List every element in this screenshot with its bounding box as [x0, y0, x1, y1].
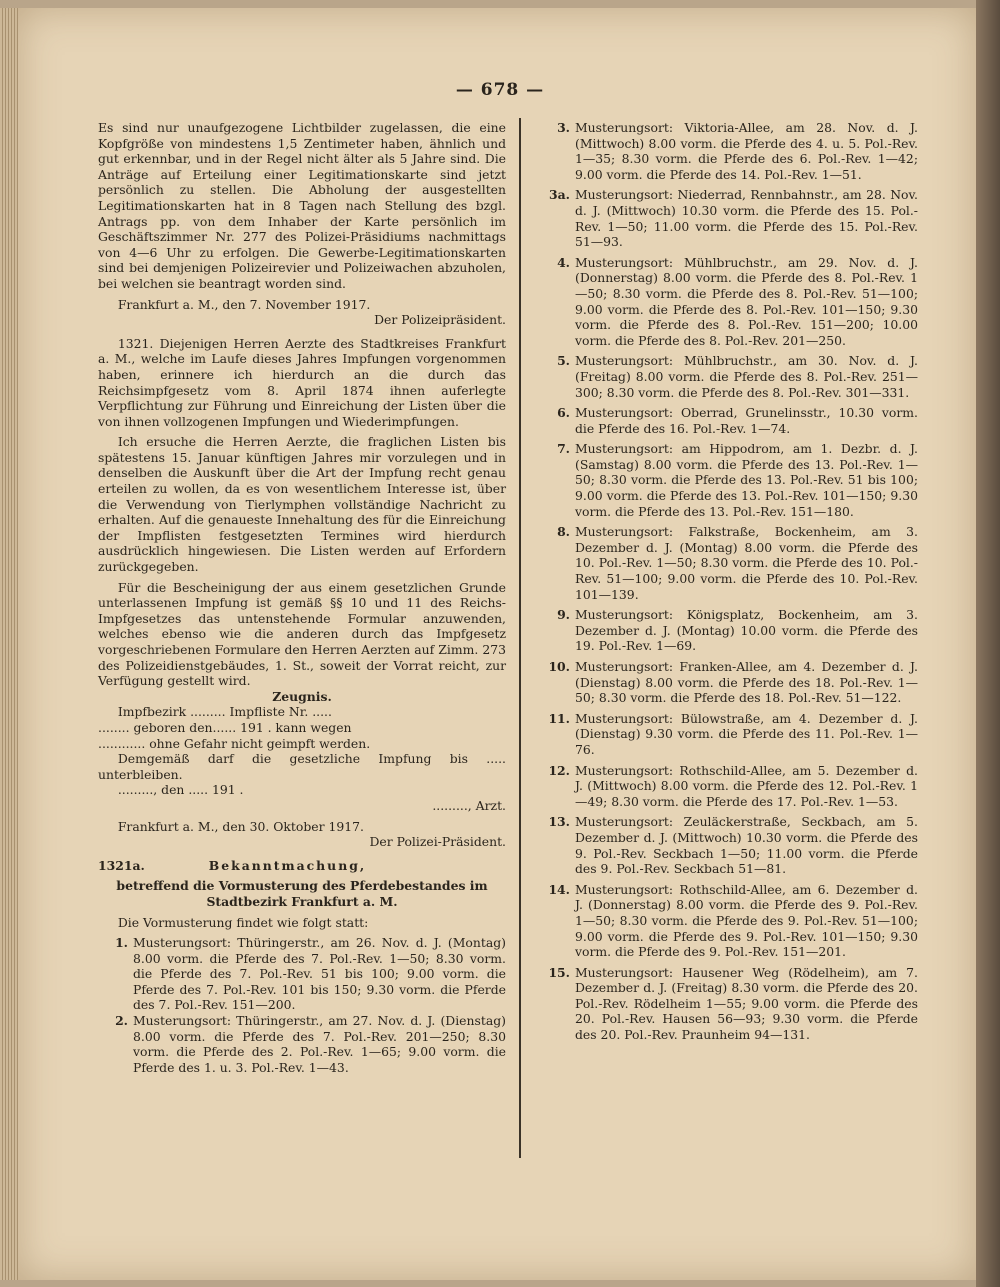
form-line-3: ............ ohne Gefahr nicht geimpft werden.	[98, 735, 371, 751]
item-text: Musterungsort: Niederrad, Rennbahnstr., am 28. Nov. d. J. (Mittwoch) 10.30 vorm. die Pferde des 15. Pol.-Rev. 1—50; 11.00 vorm. die Pferde des 15. Pol.-Rev. 51—93.	[575, 187, 918, 250]
page-number: — 678 —	[455, 80, 545, 100]
list-item	[540, 763, 918, 810]
item-text: Musterungsort: Rothschild-Allee, am 5. Dezember d. J. (Mittwoch) 8.00 vorm. die Pferde des 12. Pol.-Rev. 1—49; 8.30 vorm. die Pferde des 17. Pol.-Rev. 1—53.	[575, 762, 918, 809]
item-number: 3a.	[549, 187, 570, 203]
item-number: 9.	[557, 607, 570, 623]
item-text: Musterungsort: Thüringerstr., am 27. Nov. d. J. (Dienstag) 8.00 vorm. die Pferde des 7. Pol.-Rev. 201—250; 8.30 vorm. die Pferde des 2. Pol.-Rev. 1—65; 9.00 vorm. die Pferde des 1. u. 3. Pol.-Rev. 1—43.	[133, 1013, 506, 1075]
date-line-2: Frankfurt a. M., den 30. Oktober 1917.	[117, 818, 364, 834]
list-item	[540, 524, 918, 602]
item-text: Musterungsort: Königsplatz, Bockenheim, am 3. Dezember d. J. (Montag) 10.00 vorm. die Pferde des 19. Pol.-Rev. 1—69.	[575, 607, 918, 654]
item-text: Musterungsort: Mühlbruchstr., am 30. Nov. d. J. (Freitag) 8.00 vorm. die Pferde des 8. Pol.-Rev. 251—300; 8.30 vorm. die Pferde des 8. Pol.-Rev. 301—331.	[575, 353, 918, 400]
item-text: Musterungsort: Hausener Weg (Rödelheim), am 7. Dezember d. J. (Freitag) 8.30 vorm. die Pferde des 20. Pol.-Rev. Rödelheim 1—55; 9.00 vorm. die Pferde des 20. Pol.-Rev. Hausen 56—93; 9.30 vorm. die Pferde des 20. Pol.-Rev. Praunheim 94—131.	[575, 964, 918, 1043]
paragraph-1321: 1321. Diejenigen Herren Aerzte des Stadtkreises Frankfurt a. M., welche im Laufe dieses Jahres Impfungen vorgenommen haben, erinnere ich hierdurch an die durch das Reichsimpfgesetz vom 8. April 1874 ihnen auferlegte Verpflichtung zur Führung und Einreichung der Listen über die von ihnen vollzogenen Impfungen und Wiederimpfungen.	[98, 335, 506, 429]
item-number: 1.	[115, 935, 128, 951]
item-number: 14.	[548, 881, 570, 897]
list-item	[540, 255, 918, 349]
list-item	[540, 405, 918, 436]
item-text: Musterungsort: Bülowstraße, am 4. Dezember d. J. (Dienstag) 9.30 vorm. die Pferde des 11. Pol.-Rev. 1—76.	[575, 710, 918, 757]
form-line-6: ........., Arzt.	[432, 797, 506, 813]
item-number: 13.	[548, 814, 570, 830]
paragraph-1321-b: Ich ersuche die Herren Aerzte, die fraglichen Listen bis spätestens 15. Januar künftigen Jahres mir vorzulegen und in denselben die Auskunft über die Art der Impfung recht genau erteilen zu wollen, da es von wesentlichem Interesse ist, über die Verwendung von Tierlymphen vollständige Nachricht zu erhalten. Auf die genaueste Innehaltung des für die Einreichung der Impflisten festgesetzten Termines wird hierdurch ausdrücklich hingewiesen. Die Listen werden auf Erfordern zurückgegeben.	[98, 434, 506, 575]
announcement-number: 1321a.	[98, 857, 145, 873]
left-column	[98, 120, 506, 1075]
item-number: 15.	[548, 964, 570, 980]
item-text: Musterungsort: Oberrad, Grunelinsstr., 10.30 vorm. die Pferde des 16. Pol.-Rev. 1—74.	[575, 405, 918, 436]
signature-1: Der Polizeipräsident.	[374, 312, 506, 328]
list-item	[540, 187, 918, 249]
item-text: Musterungsort: Mühlbruchstr., am 29. Nov. d. J. (Donnerstag) 8.00 vorm. die Pferde des 8. Pol.-Rev. 1—50; 8.30 vorm. die Pferde des 8. Pol.-Rev. 51—100; 9.00 vorm. die Pferde des 8. Pol.-Rev. 101—150; 9.30 vorm. die Pferde des 8. Pol.-Rev. 151—200; 10.00 vorm. die Pferde des 8. Pol.-Rev. 201—250.	[575, 254, 918, 348]
paragraph-photos: Es sind nur unaufgezogene Lichtbilder zugelassen, die eine Kopfgröße von mindestens 1,5 Zentimeter haben, ähnlich und gut erkennbar, und in der Regel nicht älter als 5 Jahre sind. Die Anträge auf Erteilung einer Legitimationskarte sind jetzt persönlich zu stellen. Die Abholung der ausgestellten Legitimationskarten hat in 8 Tagen nach Stellung des bzgl. Antrags pp. von dem Inhaber der Karte persönlich im Geschäftszimmer Nr. 277 des Polizei-Präsidiums nachmittags von 4—6 Uhr zu erfolgen. Die Gewerbe-Legitimationskarten sind bei demjenigen Polizeirevier und Polizeiwachen abzuholen, bei welchen sie beantragt worden sind.	[98, 120, 506, 291]
announcement-title: Bekanntmachung,	[208, 857, 367, 873]
item-number: 3.	[557, 120, 570, 135]
item-number: 5.	[557, 353, 570, 369]
list-item	[540, 607, 918, 654]
list-item	[540, 814, 918, 876]
book-binding-edge	[976, 0, 1000, 1287]
list-item	[540, 965, 918, 1043]
form-line-1: Impfbezirk ......... Impfliste Nr. .....	[117, 704, 332, 720]
list-item	[540, 659, 918, 706]
item-number: 12.	[548, 762, 570, 778]
form-line-2: ........ geboren den...... 191 . kann wegen	[98, 719, 352, 735]
right-column	[540, 120, 918, 1043]
signature-2: Der Polizei-Präsident.	[369, 834, 506, 850]
item-number: 8.	[557, 524, 570, 540]
list-item	[98, 1013, 506, 1075]
item-text: Musterungsort: Thüringerstr., am 26. Nov. d. J. (Montag) 8.00 vorm. die Pferde des 7. Pol.-Rev. 1—50; 8.30 vorm. die Pferde des 7. Pol.-Rev. 51 bis 100; 9.00 vorm. die Pferde des 7. Pol.-Rev. 101 bis 150; 9.30 vorm. die Pferde des 7. Pol.-Rev. 151—200.	[133, 935, 506, 1013]
item-text: Musterungsort: Falkstraße, Bockenheim, am 3. Dezember d. J. (Montag) 8.00 vorm. die Pferde des 10. Pol.-Rev. 1—50; 8.30 vorm. die Pferde des 10. Pol.-Rev. 51—100; 9.00 vorm. die Pferde des 10. Pol.-Rev. 101—139.	[575, 524, 918, 602]
column-divider	[519, 118, 521, 1158]
list-item	[98, 935, 506, 1013]
item-text: Musterungsort: Viktoria-Allee, am 28. Nov. d. J. (Mittwoch) 8.00 vorm. die Pferde des 4. u. 5. Pol.-Rev. 1—35; 8.30 vorm. die Pferde des 6. Pol.-Rev. 1—42; 9.00 vorm. die Pferde des 14. Pol.-Rev. 1—51.	[575, 120, 918, 182]
item-text: Musterungsort: Rothschild-Allee, am 6. Dezember d. J. (Donnerstag) 8.00 vorm. die Pferde des 9. Pol.-Rev. 1—50; 8.30 vorm. die Pferde des 9. Pol.-Rev. 51—100; 9.00 vorm. die Pferde des 9. Pol.-Rev. 101—150; 9.30 vorm. die Pferde des 9. Pol.-Rev. 151—201.	[575, 881, 918, 960]
item-text: Musterungsort: Zeuläckerstraße, Seckbach, am 5. Dezember d. J. (Mittwoch) 10.30 vorm. die Pferde des 9. Pol.-Rev. Seckbach 1—50; 11.00 vorm. die Pferde des 9. Pol.-Rev. Seckbach 51—81.	[575, 814, 918, 877]
zeugnis-heading: Zeugnis.	[272, 688, 332, 704]
item-number: 7.	[557, 441, 570, 457]
page-edges	[0, 8, 18, 1280]
item-text: Musterungsort: Franken-Allee, am 4. Dezember d. J. (Dienstag) 8.00 vorm. die Pferde des 18. Pol.-Rev. 1—50; 8.30 vorm. die Pferde des 18. Pol.-Rev. 51—122.	[575, 659, 918, 706]
item-number: 11.	[548, 710, 570, 726]
item-number: 10.	[548, 659, 570, 674]
date-line-1: Frankfurt a. M., den 7. November 1917.	[117, 296, 371, 312]
item-number: 6.	[557, 405, 570, 421]
item-number: 2.	[115, 1013, 128, 1029]
list-item	[540, 120, 918, 182]
announcement-subtitle: betreffend die Vormusterung des Pferdebestandes im Stadtbezirk Frankfurt a. M.	[116, 878, 488, 909]
item-number: 4.	[557, 254, 570, 270]
paragraph-1321-c: Für die Bescheinigung der aus einem gesetzlichen Grunde unterlassenen Impfung ist gemäß §§ 10 und 11 des Reichs-Impfgesetzes das untenstehende Formular anzuwenden, welches ebenso wie die anderen durch das Impfgesetz vorgeschriebenen Formulare den Herren Aerzten auf Zimm. 273 des Polizeidienstgebäudes, 1. St., soweit der Vorrat reicht, zur Verfügung gestellt wird.	[98, 579, 506, 689]
list-item	[540, 711, 918, 758]
item-text: Musterungsort: am Hippodrom, am 1. Dezbr. d. J. (Samstag) 8.00 vorm. die Pferde des 13. Pol.-Rev. 1—50; 8.30 vorm. die Pferde des 13. Pol.-Rev. 51 bis 100; 9.00 vorm. die Pferde des 13. Pol.-Rev. 101—150; 9.30 vorm. die Pferde des 13. Pol.-Rev. 151—180.	[575, 441, 918, 519]
list-item	[540, 353, 918, 400]
form-line-4: Demgemäß darf die gesetzliche Impfung bis ..... unterbleiben.	[98, 751, 506, 782]
form-line-5: ........., den ..... 191 .	[117, 782, 244, 798]
announcement-intro: Die Vormusterung findet wie folgt statt:	[117, 914, 369, 930]
announcement-heading	[98, 858, 506, 874]
list-item	[540, 441, 918, 519]
list-item	[540, 882, 918, 960]
